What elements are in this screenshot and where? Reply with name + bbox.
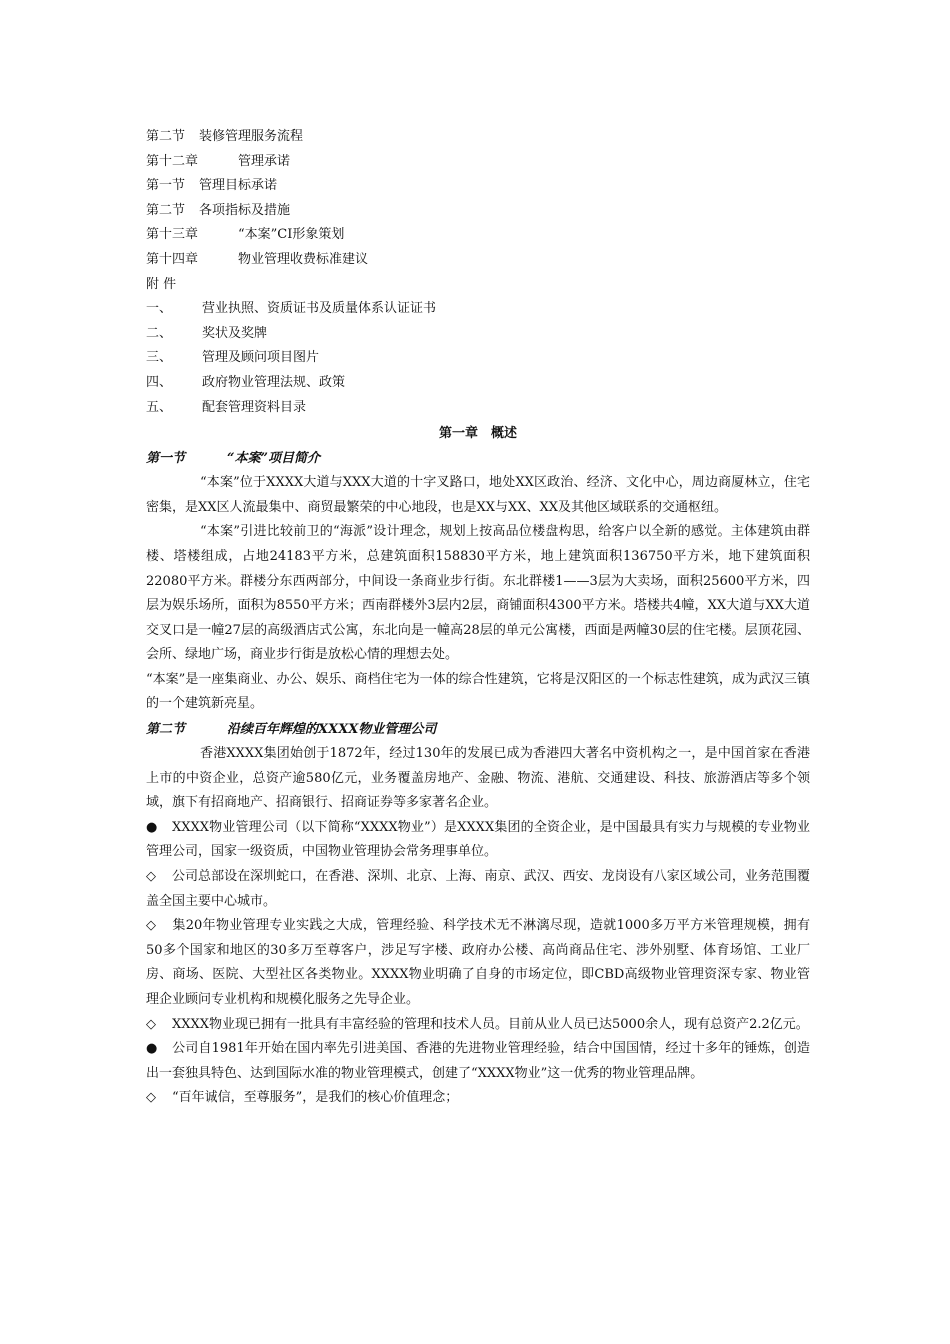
- bullet-item: [146, 914, 810, 1012]
- toc-item-title: 奖状及奖牌: [202, 325, 268, 341]
- toc-item-number: 第二节: [146, 202, 186, 218]
- toc-list: [146, 125, 810, 420]
- bullet-text: 集20年物业管理专业实践之大成，管理经验、科学技术无不淋漓尽现，造就1000多万平方米管理规模，拥有50多个国家和地区的30多万至尊客户，涉足写字楼、政府办公楼、高尚商品住宅、涉外别墅、体育场馆、工业厂房、商场、医院、大型社区各类物业。XXXX物业明确了自身的市场定位，即CBD高级物业管理资深专家、物业管理企业顾问专业机构和规模化服务之先导企业。: [146, 918, 810, 1007]
- bullet-item: [146, 1037, 810, 1086]
- toc-item-title: 装修管理服务流程: [199, 129, 304, 144]
- toc-item-number: 一、: [146, 301, 173, 317]
- bullet-text: XXXX物业现已拥有一批具有丰富经验的管理和技术人员。目前从业人员已达5000余人，现有总资产2.2亿元。: [172, 1016, 809, 1032]
- document-page: [146, 125, 810, 1111]
- toc-item: [146, 297, 810, 322]
- toc-item-number: 二、: [146, 325, 173, 341]
- toc-item-title: 各项指标及措施: [199, 202, 291, 218]
- bullet-text: XXXX物业管理公司（以下简称“XXXX物业”）是XXXX集团的全资企业，是中国最具有实力与规模的专业物业管理公司，国家一级资质，中国物业管理协会常务理事单位。: [146, 819, 810, 860]
- toc-item: [146, 223, 810, 248]
- toc-item: [146, 273, 810, 298]
- bullet-icon: ●: [146, 1041, 158, 1057]
- toc-item-number: 第一节: [146, 178, 186, 194]
- toc-item-number: 四、: [146, 374, 173, 390]
- toc-item-title: 管理目标承诺: [199, 178, 278, 194]
- paragraph: 香港XXXX集团始创于1872年，经过130年的发展已成为香港四大著名中资机构之一，是中国首家在香港上市的中资企业，总资产逾580亿元，业务覆盖房地产、金融、物流、港航、交通建设、科技、旅游酒店等多个领域，旗下有招商地产、招商银行、招商证券等多家著名企业。: [146, 746, 810, 811]
- section-title: “本案”项目简介: [227, 451, 320, 467]
- toc-item-title: 营业执照、资质证书及质量体系认证证书: [202, 301, 437, 317]
- chapter-heading: 第一章 概述: [438, 426, 517, 442]
- toc-item-title: 配套管理资料目录: [202, 399, 307, 415]
- toc-item-number: 第十三章: [146, 227, 199, 243]
- toc-item-number: 附 件: [146, 276, 177, 292]
- toc-item-number: 第二节: [146, 129, 186, 144]
- toc-item-number: 第十二章: [146, 153, 199, 169]
- bullet-item: [146, 865, 810, 914]
- bullet-item: [146, 1013, 810, 1038]
- diamond-icon: ◇: [146, 918, 156, 934]
- toc-item: [146, 322, 810, 347]
- toc-item-number: 五、: [146, 399, 173, 415]
- toc-item: [146, 346, 810, 371]
- toc-item-number: 第十四章: [146, 251, 199, 267]
- bullet-item: [146, 1086, 810, 1111]
- toc-item: [146, 174, 810, 199]
- bullet-item: [146, 816, 810, 865]
- toc-item: [146, 125, 810, 150]
- toc-item: [146, 199, 810, 224]
- toc-item-title: 管理及顾问项目图片: [202, 350, 320, 366]
- section-number: 第二节: [146, 722, 186, 738]
- diamond-icon: ◇: [146, 1090, 156, 1106]
- section-heading-2: [146, 717, 810, 742]
- toc-item: [146, 150, 810, 175]
- bullet-list: [146, 816, 810, 1111]
- section-title: 沿续百年辉煌的XXXX物业管理公司: [227, 722, 437, 738]
- paragraph: “本案”位于XXXX大道与XXX大道的十字叉路口，地处XX区政治、经济、文化中心，周边商厦林立，住宅密集，是XX区人流最集中、商贸最繁荣的中心地段，也是XX与XX、XX及其他区域联系的交通枢纽。: [146, 475, 810, 515]
- bullet-icon: ●: [146, 819, 158, 835]
- toc-item: [146, 248, 810, 273]
- toc-item-title: 政府物业管理法规、政策: [202, 374, 346, 390]
- bullet-text: 公司总部设在深圳蛇口，在香港、深圳、北京、上海、南京、武汉、西安、龙岗设有八家区域公司，业务范围覆盖全国主要中心城市。: [146, 869, 810, 909]
- bullet-text: “百年诚信，至尊服务”，是我们的核心价值理念；: [172, 1090, 459, 1106]
- section-heading-1: [146, 446, 810, 471]
- toc-item-title: “本案”CI形象策划: [238, 227, 345, 243]
- diamond-icon: ◇: [146, 869, 156, 885]
- paragraph: “本案”引进比较前卫的“海派”设计理念，规划上按高品位楼盘构思，给客户以全新的感觉。主体建筑由群楼、塔楼组成，占地24183平方米，总建筑面积158830平方米，地上建筑面积136750平方米，地下建筑面积22080平方米。群楼分东西两部分，中间设一条商业步行街。东北群楼1——3层为大卖场，面积25600平方米，四层为娱乐场所，面积为8550平方米；西南群楼外3层内2层，商铺面积4300平方米。塔楼共4幢，XX大道与XX大道交叉口是一幢27层的高级酒店式公寓，东北向是一幢高28层的单元公寓楼，西面是两幢30层的住宅楼。层顶花园、会所、绿地广场，商业步行街是放松心情的理想去处。: [146, 524, 810, 663]
- toc-item-title: 管理承诺: [238, 153, 291, 169]
- bullet-text: 公司自1981年开始在国内率先引进美国、香港的先进物业管理经验，结合中国国情，经过十多年的锤炼，创造出一套独具特色、达到国际水准的物业管理模式，创建了“XXXX物业”这一优秀的物业管理品牌。: [146, 1041, 810, 1081]
- paragraph: “本案”是一座集商业、办公、娱乐、商档住宅为一体的综合性建筑，它将是汉阳区的一个标志性建筑，成为武汉三镇的一个建筑新亮星。: [146, 671, 810, 712]
- diamond-icon: ◇: [146, 1016, 156, 1032]
- section-number: 第一节: [146, 451, 186, 467]
- toc-item: [146, 396, 810, 421]
- toc-item-number: 三、: [146, 350, 173, 366]
- toc-item-title: 物业管理收费标准建议: [238, 251, 369, 267]
- toc-item: [146, 371, 810, 396]
